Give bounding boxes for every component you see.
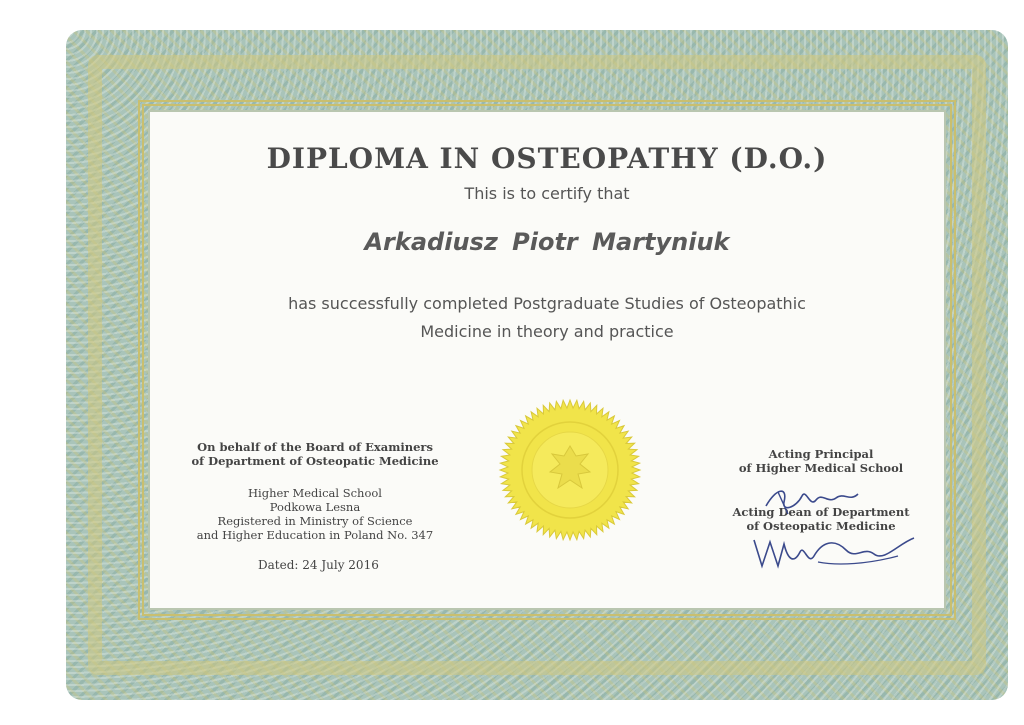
dean-line-1: Acting Dean of Department <box>732 505 910 519</box>
school-line-3: Registered in Ministry of Science <box>217 514 413 528</box>
board-line-1: On behalf of the Board of Examiners <box>197 440 433 454</box>
principal-line-2: of Higher Medical School <box>738 461 904 475</box>
description-line-1: has successfully completed Postgraduate Studies of Osteopathic <box>288 294 806 313</box>
school-line-2: Podkowa Lesna <box>269 500 361 514</box>
dean-signature <box>748 526 918 576</box>
date-issued: Dated: 24 July 2016 <box>258 558 379 572</box>
school-line-4: and Higher Education in Poland No. 347 <box>196 528 434 542</box>
recipient-name: Arkadiusz Piotr Martyniuk <box>364 228 730 256</box>
gold-seal-icon <box>498 398 642 542</box>
description-line-2: Medicine in theory and practice <box>420 322 674 341</box>
board-of-examiners-block <box>190 440 440 542</box>
school-line-1: Higher Medical School <box>248 486 382 500</box>
dean-line-2: of Osteopatic Medicine <box>746 519 896 533</box>
diploma-title: DIPLOMA IN OSTEOPATHY (D.O.) <box>266 142 828 175</box>
principal-signature <box>758 478 868 518</box>
principal-line-1: Acting Principal <box>768 447 874 461</box>
certify-text: This is to certify that <box>464 184 630 203</box>
completion-description <box>148 290 946 346</box>
board-line-2: of Department of Osteopatic Medicine <box>191 454 439 468</box>
